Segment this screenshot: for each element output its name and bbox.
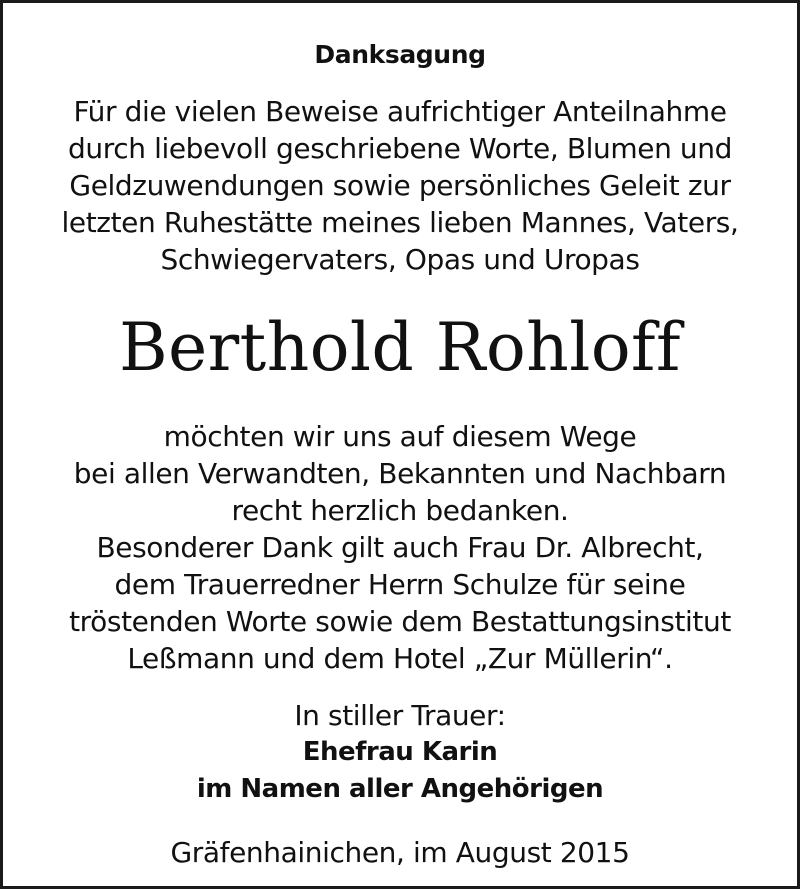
- thanks-line: Besonderer Dank gilt auch Frau Dr. Albrecht,: [96, 531, 704, 564]
- thanks-line: möchten wir uns auf diesem Wege: [163, 420, 637, 453]
- intro-line: letzten Ruhestätte meines lieben Mannes, Vaters,: [61, 206, 739, 239]
- thanks-line: dem Trauerredner Herrn Schulze für seine: [114, 568, 686, 601]
- notice-heading: Danksagung: [314, 40, 486, 69]
- intro-paragraph: [3, 93, 797, 278]
- thanks-line: recht herzlich bedanken.: [231, 494, 569, 527]
- thanks-paragraph: [3, 418, 797, 677]
- intro-line: Für die vielen Beweise aufrichtiger Anteilnahme: [73, 95, 727, 128]
- deceased-name: Berthold Rohloff: [119, 309, 681, 386]
- signatory-group: im Namen aller Angehörigen: [196, 774, 604, 804]
- intro-line: Geldzuwendungen sowie persönliches Geleit zur: [69, 169, 731, 202]
- place-date: Gräfenhainichen, im August 2015: [170, 836, 630, 869]
- thanks-line: bei allen Verwandten, Bekannten und Nachbarn: [73, 457, 727, 490]
- mourning-label: In stiller Trauer:: [294, 699, 506, 732]
- intro-line: durch liebevoll geschriebene Worte, Blumen und: [68, 132, 732, 165]
- signatory: Ehefrau Karin: [302, 737, 498, 767]
- thanks-line: Leßmann und dem Hotel „Zur Müllerin“.: [127, 642, 673, 675]
- intro-line: Schwiegervaters, Opas und Uropas: [160, 243, 640, 276]
- notice-content: [3, 3, 797, 871]
- thanks-line: tröstenden Worte sowie dem Bestattungsinstitut: [69, 605, 731, 638]
- signature-block: [3, 697, 797, 808]
